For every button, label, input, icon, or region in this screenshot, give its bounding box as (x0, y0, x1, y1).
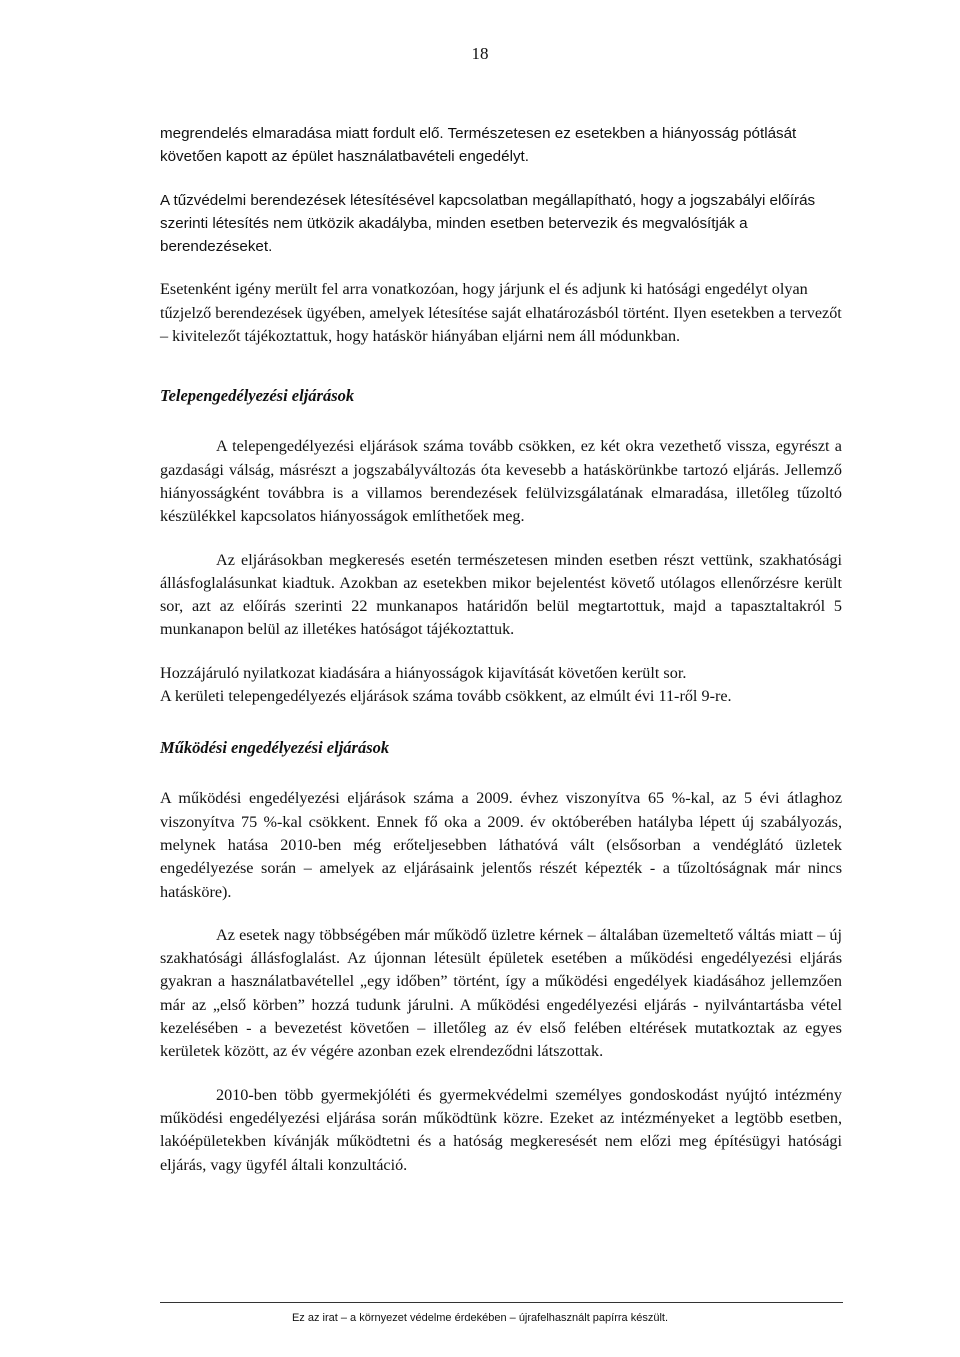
paragraph-section1-1: A telepengedélyezési eljárások száma tovább csökken, ez két okra vezethető vissza, egyrészt a gazdasági válság, másrészt a jogszabályváltozás óta kevesebb a hatáskörünkbe tartozó eljárás. Jellemző hiányosságként továbbra is a villamos berendezések felülvizsgálatának elmaradása, illetőleg tűzoltó készülékkel kapcsolatos hiányosságok említhetőek meg. (160, 437, 842, 526)
paragraph-intro-3: Esetenként igény merült fel arra vonatkozóan, hogy járjunk el és adjunk ki hatósági engedélyt olyan tűzjelző berendezések ügyében, amelyek létesítése saját elhatározásból történt. Ilyen esetekben a tervezőt – kivitelezőt tájékoztattuk, hogy hatáskör hiányában eljárni nem áll módunkban. (160, 280, 842, 346)
paragraph-intro-2: A tűzvédelmi berendezések létesítésével kapcsolatban megállapítható, hogy a jogszabályi előírás szerinti létesítés nem ütközik akadályba, minden esetben betervezik és megvalósítják a berendezéseket. (160, 191, 816, 256)
paragraph-section2-3: 2010-ben több gyermekjóléti és gyermekvédelmi személyes gondoskodást nyújtó intézmény működési engedélyezési eljárása során működtünk közre. Ezeket az intézményeket a legtöbb esetben, lakóépületekben kívánják működtetni és a hatóság megkeresését nem előzi meg építésügyi hatósági eljárás, vagy ügyfél általi konzultáció. (160, 1085, 842, 1174)
footer-divider (160, 1302, 843, 1303)
paragraph-section1-3a: Hozzájáruló nyilatkozat kiadására a hiányosságok kijavítását követően került sor. (160, 663, 687, 682)
section-heading-mukodesi: Működési engedélyezési eljárások (160, 738, 390, 758)
footer-note: Ez az irat – a környezet védelme érdekében – újrafelhasznált papírra készült. (291, 1312, 669, 1324)
paragraph-section2-1: A működési engedélyezési eljárások száma a 2009. évhez viszonyítva 65 %-kal, az 5 évi átlaghoz viszonyítva 75 %-kal csökkent. Ennek fő oka a 2009. év októberében hatályba lépett új szabályozás, melynek hatása 2010-ben még erőteljesebben láthatóvá vált (elsősorban a vendéglátó üzletek engedélyezése során – amelyek az eljárásaink jelentős részét képezték - a tűzoltóságnak már nincs hatásköre). (160, 789, 842, 901)
paragraph-section1-2: Az eljárásokban megkeresés esetén természetesen minden esetben részt vettünk, szakhatósági állásfoglalásunkat kiadtuk. Azokban az esetekben mikor bejelentést követő utólagos ellenőrzésre került sor, azt az előírás szerinti 22 munkanapos határidőn belül megtartottuk, majd a tapasztaltakról 5 munkanapon belül az illetékes hatóságot tájékoztattuk. (160, 550, 842, 639)
section-heading-telepengedelyezes: Telepengedélyezési eljárások (160, 386, 355, 406)
paragraph-intro-1: megrendelés elmaradása miatt fordult elő. Természetesen ez esetekben a hiányosság pótlását követően kapott az épület használatbavételi engedélyt. (160, 125, 797, 166)
paragraph-section1-3b: A kerületi telepengedélyezés eljárások száma tovább csökkent, az elmúlt évi 11-ről 9-re. (160, 687, 732, 706)
document-body (160, 122, 842, 1177)
page-number: 18 (471, 44, 489, 63)
paragraph-section2-2: Az esetek nagy többségében már működő üzletre kérnek – általában üzemeltető váltás miatt – új szakhatósági állásfoglalást. Az újonnan létesült épületek esetében a működési engedélyezési eljárás gyakran a használatbavétellel „egy időben” történt, így a működési engedélyek kiadásához jellemzően már az „első körben” hozzá tudunk járulni. A működési engedélyezési eljárás - nyilvántartásba vétel kezelésében - a bevezetést követően – illetőleg az év első felében eltérések mutatkoztak az egyes kerületek között, az év végére azonban ezek elrendeződni látszottak. (160, 925, 842, 1061)
